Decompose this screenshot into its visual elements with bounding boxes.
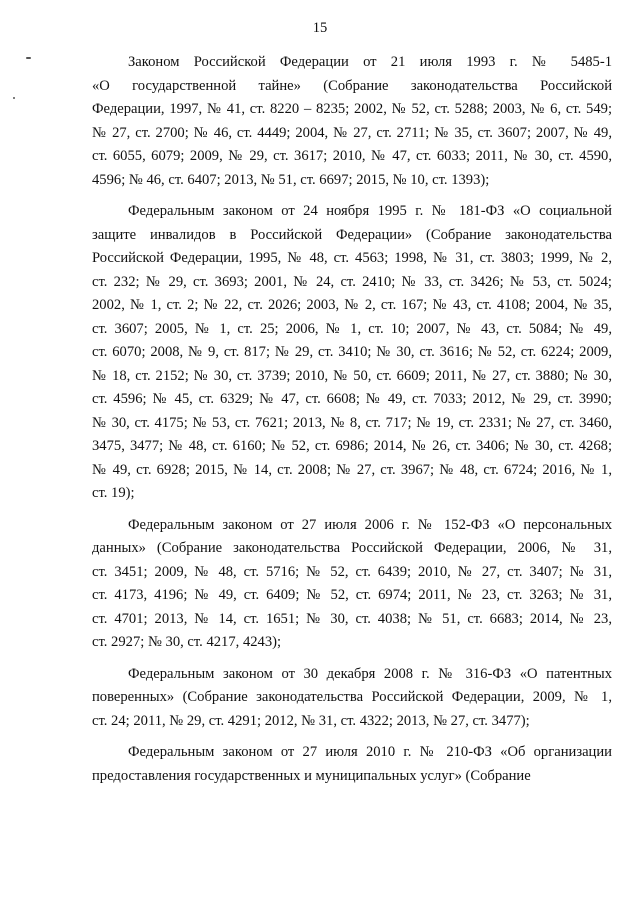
paragraph <box>92 663 612 734</box>
text-line: № 18, ст. 2152; № 30, ст. 3739; 2010, № 50, ст. 6609; 2011, № 27, ст. 3880; № 30, <box>92 367 612 384</box>
text-line: ст. 2927; № 30, ст. 4217, 4243); <box>92 634 282 650</box>
text-line: ст. 3607; 2005, № 1, ст. 25; 2006, № 1, ст. 10; 2007, № 43, ст. 5084; № 49, <box>92 320 612 337</box>
text-line: № 30, ст. 4175; № 53, ст. 7621; 2013, № 8, ст. 717; № 19, ст. 2331; № 27, ст. 3460, <box>92 414 612 431</box>
text-line: Федерации, 1997, № 41, ст. 8220 – 8235; 2002, № 52, ст. 5288; 2003, № 6, ст. 549; <box>92 101 612 117</box>
text-line: ст. 4173, 4196; № 49, ст. 6409; № 52, ст. 6974; 2011, № 23, ст. 3263; № 31, <box>92 587 612 603</box>
text-line: ст. 24; 2011, № 29, ст. 4291; 2012, № 31, ст. 4322; 2013, № 27, ст. 3477); <box>92 712 530 729</box>
text-line: 3475, 3477; № 48, ст. 6160; № 52, ст. 6986; 2014, № 26, ст. 3406; № 30, ст. 4268; <box>92 438 612 454</box>
text-line: ст. 3451; 2009, № 48, ст. 5716; № 52, ст. 6439; 2010, № 27, ст. 3407; № 31, <box>92 563 612 580</box>
text-line: данных» (Собрание законодательства Российской Федерации, 2006, № 31, <box>92 540 612 556</box>
text-line: ст. 19); <box>92 485 135 501</box>
text-line: ст. 6055, 6079; 2009, № 29, ст. 3617; 2010, № 47, ст. 6033; 2011, № 30, ст. 4590, <box>92 148 612 164</box>
page-number: 15 <box>312 20 328 36</box>
text-line: защите инвалидов в Российской Федерации» (Собрание законодательства <box>92 226 612 243</box>
text-line: «О государственной тайне» (Собрание законодательства Российской <box>92 77 612 94</box>
scan-artifact-dot <box>13 97 15 99</box>
paragraph <box>92 200 612 506</box>
text-line: предоставления государственных и муниципальных услуг» (Собрание <box>92 767 531 784</box>
text-line: Федеральным законом от 27 июля 2010 г. № 210-ФЗ «Об организации <box>128 744 612 760</box>
text-line: 4596; № 46, ст. 6407; 2013, № 51, ст. 6697; 2015, № 10, ст. 1393); <box>92 171 490 188</box>
paragraph <box>92 514 612 655</box>
scan-artifact-dash <box>26 57 31 59</box>
text-line: Российской Федерации, 1995, № 48, ст. 4563; 1998, № 31, ст. 3803; 1999, № 2, <box>92 250 612 266</box>
text-line: ст. 4596; № 45, ст. 6329; № 47, ст. 6608; № 49, ст. 7033; 2012, № 29, ст. 3990; <box>92 391 612 407</box>
text-line: № 49, ст. 6928; 2015, № 14, ст. 2008; № 27, ст. 3967; № 48, ст. 6724; 2016, № 1, <box>92 461 612 478</box>
text-line: Федеральным законом от 30 декабря 2008 г. № 316-ФЗ «О патентных <box>128 665 612 682</box>
text-line: Законом Российской Федерации от 21 июля 1993 г. № 5485-1 <box>128 54 612 70</box>
text-line: 2002, № 1, ст. 2; № 22, ст. 2026; 2003, № 2, ст. 167; № 43, ст. 4108; 2004, № 35, <box>92 297 612 313</box>
text-line: № 27, ст. 2700; № 46, ст. 4449; 2004, № 27, ст. 2711; № 35, ст. 3607; 2007, № 49, <box>92 124 612 141</box>
text-line: ст. 6070; 2008, № 9, ст. 817; № 29, ст. 3410; № 30, ст. 3616; № 52, ст. 6224; 2009, <box>92 344 612 360</box>
document-body <box>92 51 612 796</box>
paragraph <box>92 741 612 788</box>
paragraph <box>92 51 612 192</box>
text-line: Федеральным законом от 27 июля 2006 г. № 152-ФЗ «О персональных <box>128 516 612 533</box>
text-line: ст. 4701; 2013, № 14, ст. 1651; № 30, ст. 4038; № 51, ст. 6683; 2014, № 23, <box>92 610 612 627</box>
text-line: Федеральным законом от 24 ноября 1995 г. № 181-ФЗ «О социальной <box>128 203 612 219</box>
text-line: ст. 232; № 29, ст. 3693; 2001, № 24, ст. 2410; № 33, ст. 3426; № 53, ст. 5024; <box>92 273 612 290</box>
text-line: поверенных» (Собрание законодательства Российской Федерации, 2009, № 1, <box>92 689 612 705</box>
